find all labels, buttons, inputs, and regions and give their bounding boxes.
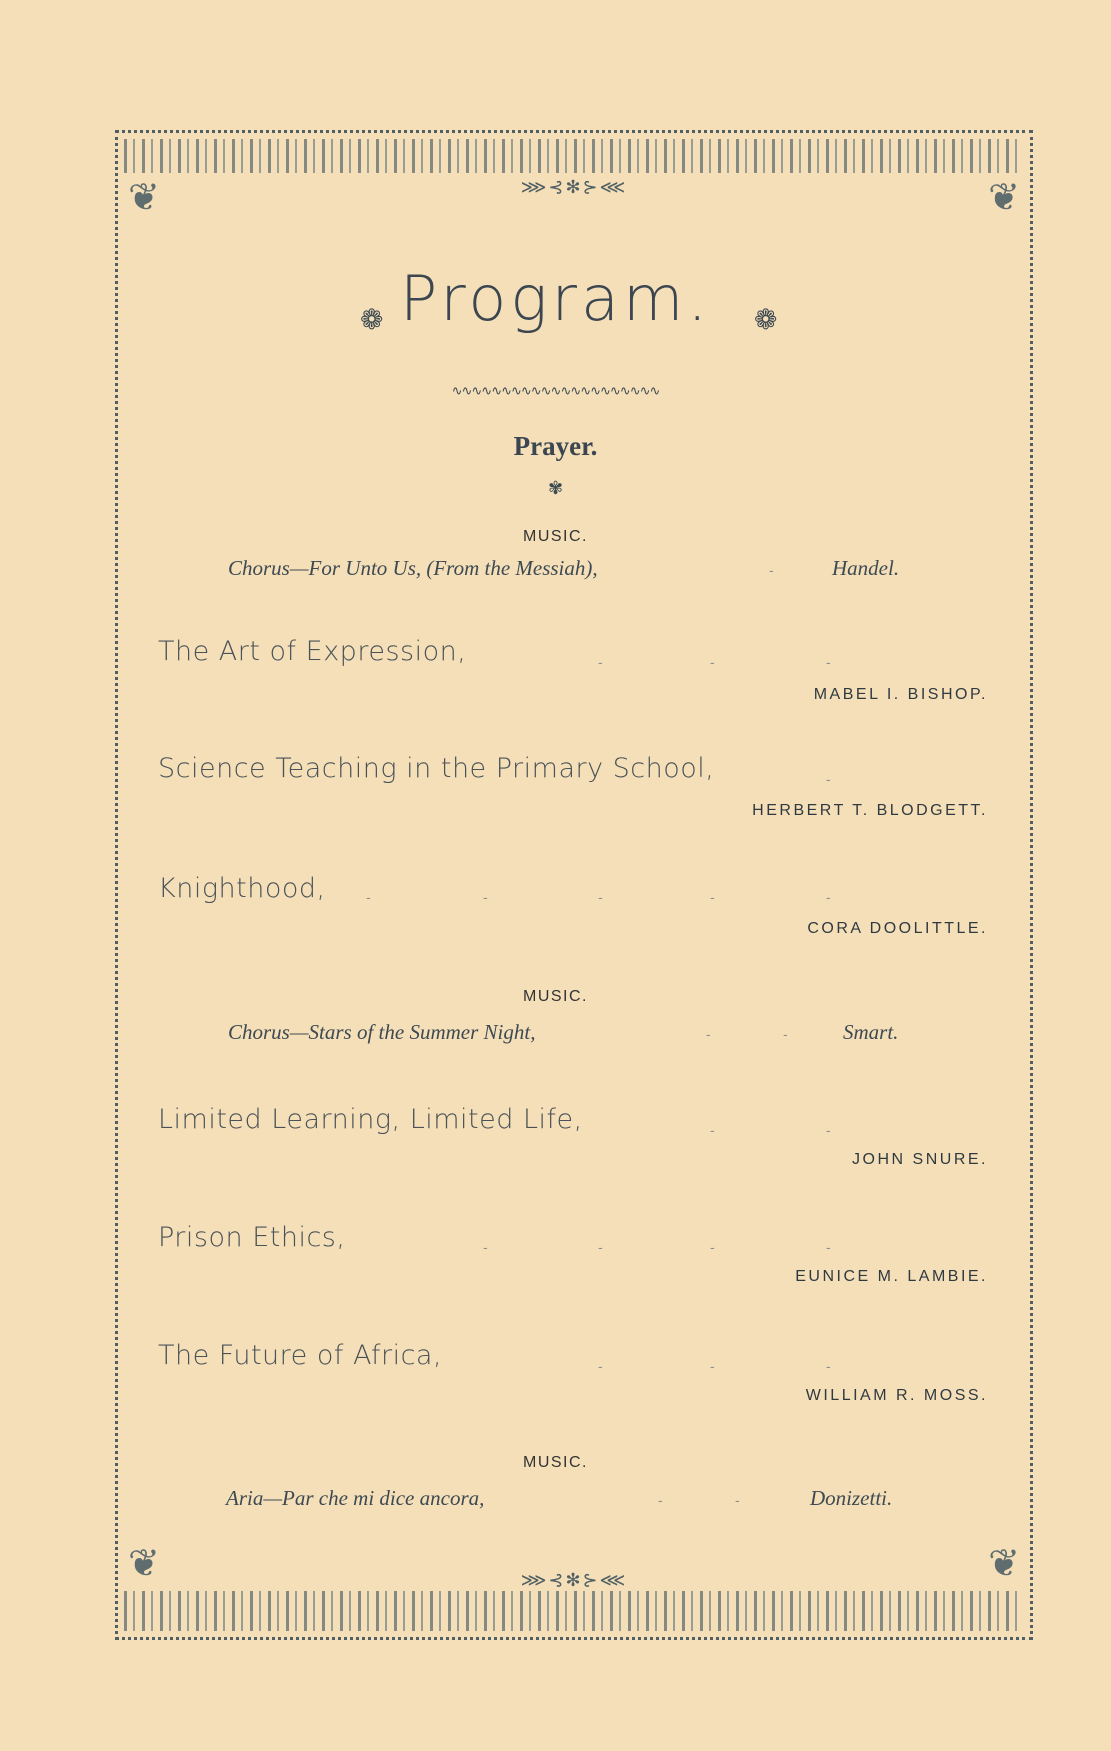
flower-icon: ❁ bbox=[754, 303, 778, 336]
leader-dash: - bbox=[483, 889, 488, 905]
leader-dash: - bbox=[710, 654, 715, 670]
top-scroll-ornament: ⋙⊰✻⊱⋘ bbox=[520, 177, 628, 198]
flower-icon: ❁ bbox=[360, 303, 384, 336]
composer: Handel. bbox=[832, 556, 900, 580]
bottom-border-band bbox=[124, 1591, 1024, 1631]
leader-dash: - bbox=[826, 1358, 831, 1374]
leaf-corner-icon: ❦ bbox=[988, 175, 1020, 219]
leader-dash: - bbox=[598, 889, 603, 905]
composer: Donizetti. bbox=[810, 1486, 893, 1510]
speaker: CORA DOOLITTLE. bbox=[807, 920, 988, 937]
music-label: MUSIC. bbox=[523, 1454, 588, 1471]
sprig-icon: ✾ bbox=[547, 478, 564, 499]
leader-dash: - bbox=[826, 1239, 831, 1255]
oration-title: Limited Learning, Limited Life, bbox=[158, 1104, 583, 1135]
leader-dash: - bbox=[769, 562, 774, 578]
leader-dash: - bbox=[710, 1122, 715, 1138]
leader-dash: - bbox=[826, 1122, 831, 1138]
music-piece: Aria—Par che mi dice ancora, bbox=[226, 1486, 485, 1510]
speaker: MABEL I. BISHOP. bbox=[813, 686, 988, 703]
leaf-corner-icon: ❦ bbox=[988, 1541, 1020, 1585]
page-title: Program. bbox=[399, 262, 712, 335]
speaker: WILLIAM R. MOSS. bbox=[805, 1387, 988, 1404]
prayer-heading: Prayer. bbox=[513, 431, 598, 461]
leader-dash: - bbox=[826, 654, 831, 670]
leader-dash: - bbox=[710, 1239, 715, 1255]
leader-dash: - bbox=[783, 1026, 788, 1042]
speaker: EUNICE M. LAMBIE. bbox=[795, 1268, 988, 1285]
oration-title: Knighthood, bbox=[158, 873, 326, 904]
leader-dash: - bbox=[483, 1239, 488, 1255]
leader-dash: - bbox=[598, 654, 603, 670]
leader-dash: - bbox=[710, 889, 715, 905]
leader-dash: - bbox=[706, 1026, 711, 1042]
bottom-scroll-ornament: ⋙⊰✻⊱⋘ bbox=[520, 1570, 628, 1591]
top-border-band bbox=[124, 139, 1024, 173]
leader-dash: - bbox=[710, 1358, 715, 1374]
leader-dash: - bbox=[658, 1492, 663, 1508]
music-piece: Chorus—For Unto Us, (From the Messiah), bbox=[228, 556, 598, 580]
leader-dash: - bbox=[826, 889, 831, 905]
leader-dash: - bbox=[598, 1239, 603, 1255]
speaker: JOHN SNURE. bbox=[852, 1151, 988, 1168]
oration-title: The Future of Africa, bbox=[158, 1340, 443, 1371]
leaf-corner-icon: ❦ bbox=[128, 1541, 160, 1585]
leader-dash: - bbox=[826, 771, 831, 787]
leaf-corner-icon: ❦ bbox=[128, 175, 160, 219]
composer: Smart. bbox=[843, 1020, 899, 1044]
oration-title: Science Teaching in the Primary School, bbox=[158, 753, 715, 784]
leader-dash: - bbox=[735, 1492, 740, 1508]
wavy-rule: ∿∿∿∿∿∿∿∿∿∿∿∿∿∿∿∿∿∿∿∿∿ bbox=[451, 384, 660, 399]
oration-title: Prison Ethics, bbox=[158, 1222, 346, 1253]
leader-dash: - bbox=[598, 1358, 603, 1374]
music-piece: Chorus—Stars of the Summer Night, bbox=[228, 1020, 536, 1044]
music-label: MUSIC. bbox=[523, 528, 588, 545]
speaker: HERBERT T. BLODGETT. bbox=[752, 802, 988, 819]
leader-dash: - bbox=[366, 889, 371, 905]
music-label: MUSIC. bbox=[523, 988, 588, 1005]
oration-title: The Art of Expression, bbox=[158, 636, 467, 667]
